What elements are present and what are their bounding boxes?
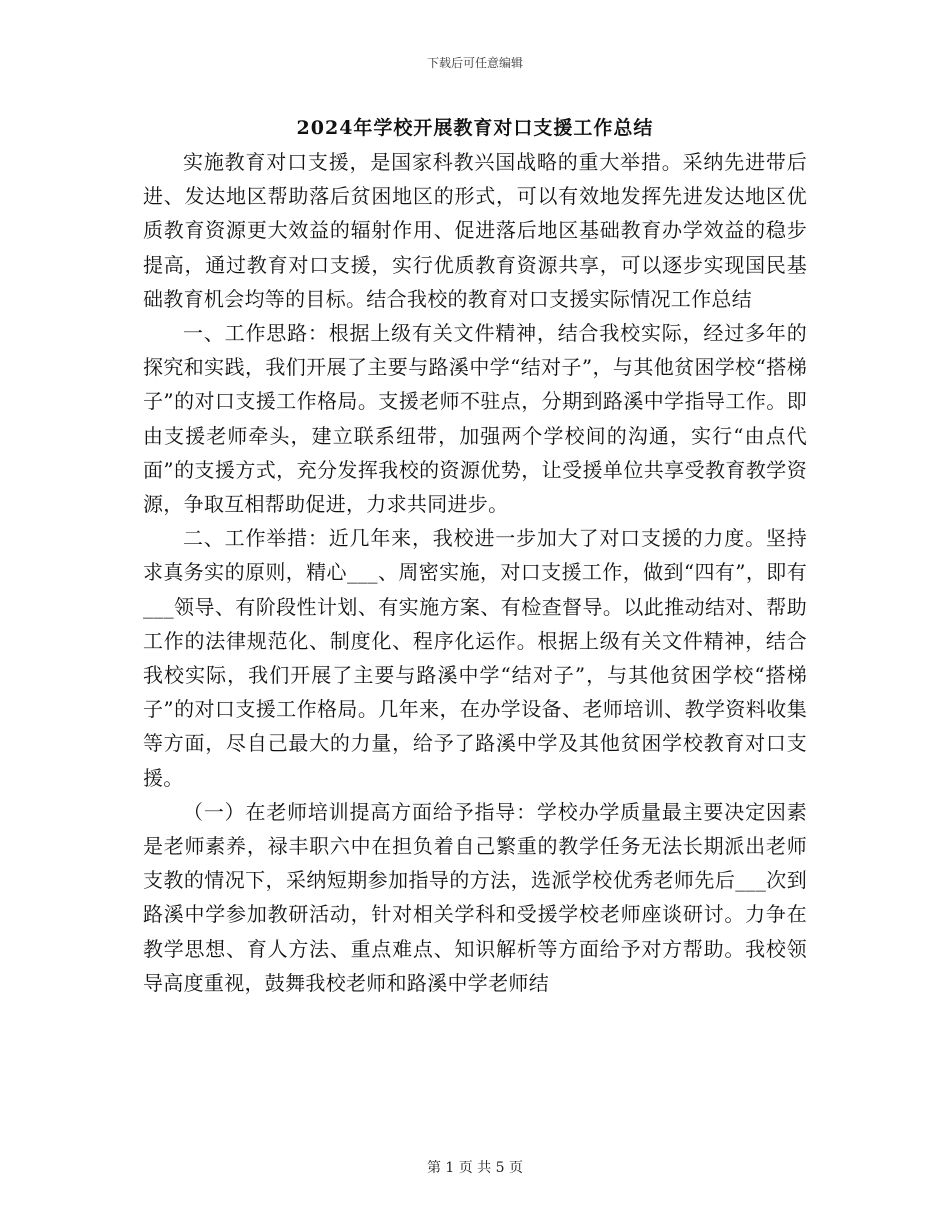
page-header-note: 下载后可任意编辑 bbox=[426, 56, 523, 70]
paragraph-intro: 实施教育对口支援，是国家科教兴国战略的重大举措。采纳先进带后进、发达地区帮助落后贫困地区的形式，可以有效地发挥先进发达地区优质教育资源更大效益的辐射作用、促进落后地区基础教育办学效益的稳步提高，通过教育对口支援，实行优质教育资源共享，可以逐步实现国民基础教育机会均等的目标。结合我校的教育对口支援实际情况工作总结 bbox=[143, 150, 807, 311]
page-number: 第 1 页 共 5 页 bbox=[426, 1160, 524, 1176]
paragraph-work-ideas: 一、工作思路：根据上级有关文件精神，结合我校实际，经过多年的探究和实践，我们开展了主要与路溪中学“结对子”，与其他贫困学校“搭梯子”的对口支援工作格局。支援老师不驻点，分期到路溪中学指导工作。即由支援老师牵头，建立联系纽带，加强两个学校间的沟通，实行“由点代面”的支援方式，充分发挥我校的资源优势，让受援单位共享受教育教学资源，争取互相帮助促进，力求共同进步。 bbox=[143, 321, 807, 517]
document-title: 2024年学校开展教育对口支援工作总结 bbox=[296, 117, 654, 139]
document-body bbox=[143, 145, 807, 1000]
paragraph-work-measures: 二、工作举措：近几年来，我校进一步加大了对口支援的力度。坚持求真务实的原则，精心___、周密实施，对口支援工作，做到“四有”，即有___领导、有阶段性计划、有实施方案、有检查督导。以此推动结对、帮助工作的法律规范化、制度化、程序化运作。根据上级有关文件精神，结合我校实际，我们开展了主要与路溪中学“结对子”，与其他贫困学校“搭梯子”的对口支援工作格局。几年来，在办学设备、老师培训、教学资料收集等方面，尽自己最大的力量，给予了路溪中学及其他贫困学校教育对口支援。 bbox=[143, 526, 807, 790]
paragraph-teacher-training: （一）在老师培训提高方面给予指导：学校办学质量最主要决定因素是老师素养，禄丰职六中在担负着自己繁重的教学任务无法长期派出老师支教的情况下，采纳短期参加指导的方法，选派学校优秀老师先后___次到路溪中学参加教研活动，针对相关学科和受援学校老师座谈研讨。力争在教学思想、育人方法、重点难点、知识解析等方面给予对方帮助。我校领导高度重视，鼓舞我校老师和路溪中学老师结 bbox=[143, 799, 807, 995]
